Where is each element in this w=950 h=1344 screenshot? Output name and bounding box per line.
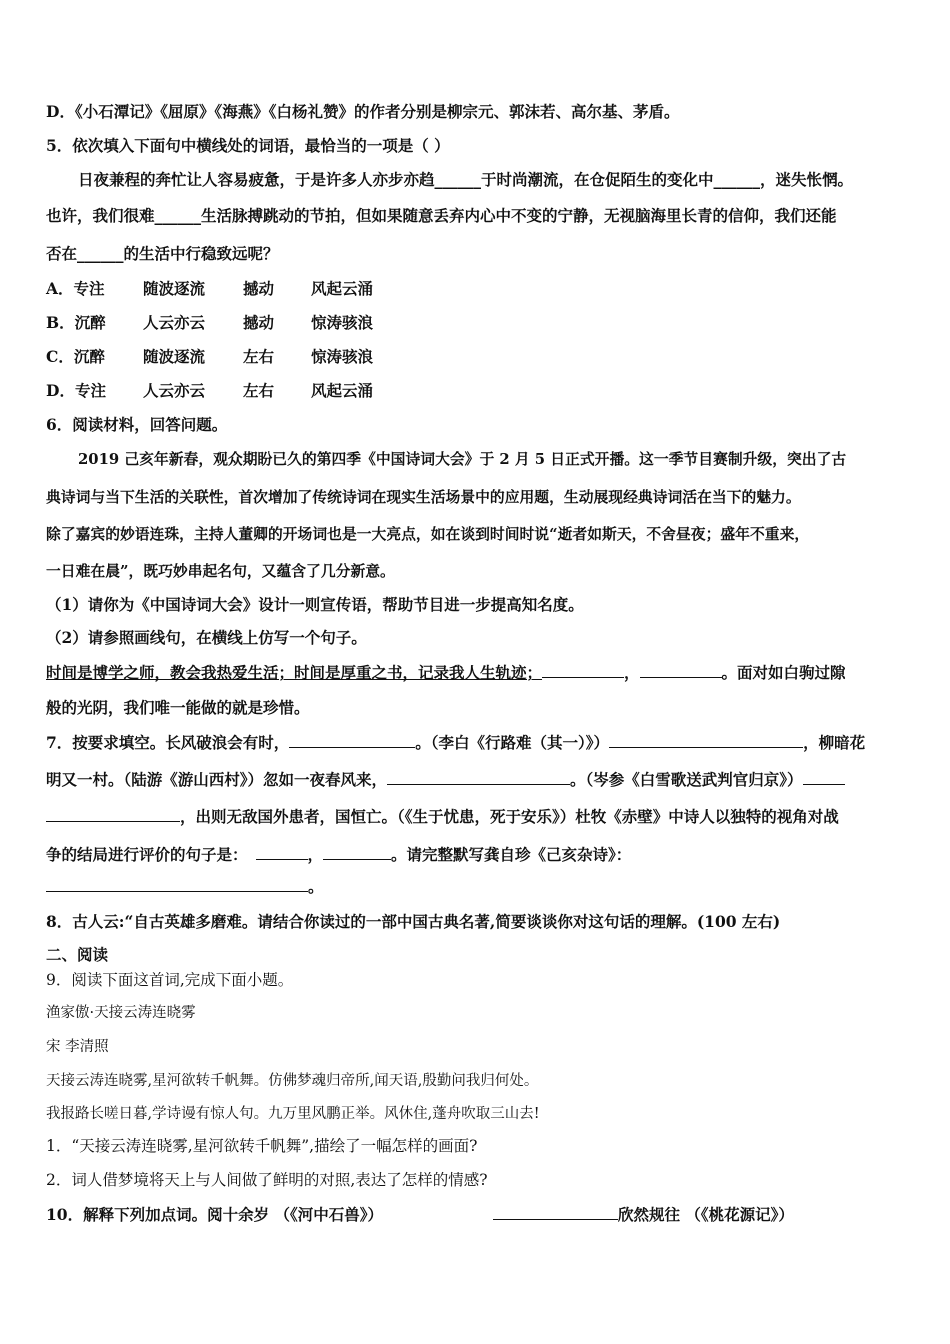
q7-text: 。（李白《行路难（其一）》）: [415, 733, 610, 752]
answer-blank[interactable]: [46, 876, 308, 892]
imitation-tail: 。面对如白驹过隙: [721, 663, 846, 682]
q4-option-d: D．《小石潭记》《屈原》《海燕》《白杨礼赞》的作者分别是柳宗元、郭沫若、高尔基、茅盾。: [46, 102, 680, 121]
answer-blank[interactable]: [256, 844, 308, 860]
q10-item: 10．解释下列加点词。阅十余岁 （《河中石兽》）: [46, 1205, 383, 1224]
q5-stem: 5．依次填入下面句中横线处的词语，最恰当的一项是（ ）: [46, 136, 450, 155]
q6-material-line: 除了嘉宾的妙语连珠，主持人董卿的开场词也是一大亮点，如在谈到时间时说“逝者如斯天，不舍昼夜；盛年不重来，: [46, 526, 810, 543]
q7-text: 7．按要求填空。长风破浪会有时，: [46, 733, 290, 752]
q7-text: 争的结局进行评价的句子是：: [46, 845, 248, 864]
q5-option-b: [46, 313, 910, 333]
option-word: 随波逐流: [143, 347, 206, 366]
option-word: 撼动: [243, 279, 275, 298]
q6-imitation-line: [46, 662, 910, 683]
q7-text: 。（岑参《白雪歌送武判官归京》）: [570, 770, 803, 789]
q5-para-line: 否在______的生活中行稳致远呢？: [46, 244, 279, 263]
poem-title: 渔家傲·天接云涛连晓雾: [46, 1005, 196, 1021]
q6-material-line: 一日难在晨”，既巧妙串起名句，又蕴含了几分新意。: [46, 563, 395, 580]
answer-blank[interactable]: [640, 662, 722, 678]
answer-blank[interactable]: [289, 732, 415, 748]
option-word: 人云亦云: [143, 381, 206, 400]
q8: 8．古人云:“自古英雄多磨难。请结合你读过的一部中国古典名著,简要谈谈你对这句话的理解。(100 左右): [46, 912, 781, 931]
q6-material-line: 典诗词与当下生活的关联性，首次增加了传统诗词在现实生活场景中的应用题，生动展现经典诗词活在当下的魅力。: [46, 489, 801, 506]
q7-text: 。请完整默写龚自珍《己亥杂诗》：: [391, 845, 632, 864]
q5-option-c: [46, 347, 910, 367]
option-word: 风起云涌: [311, 279, 374, 298]
q7-text: 。: [308, 877, 324, 896]
q9-stem: 9．阅读下面这首词,完成下面小题。: [46, 971, 294, 989]
q7-text: ，: [307, 845, 324, 864]
q7-line: [46, 732, 910, 753]
q7-text: 明又一村。（陆游《游山西村》）忽如一夜春风来，: [46, 770, 388, 789]
option-word: 随波逐流: [143, 279, 206, 298]
q6-imitation-line2: 般的光阴，我们唯一能做的就是珍惜。: [46, 698, 310, 717]
q6-stem: 6．阅读材料，回答问题。: [46, 415, 228, 434]
q7-text: ，柳暗花: [803, 733, 866, 752]
q6-sub2: （2）请参照画线句，在横线上仿写一个句子。: [46, 628, 367, 647]
q9-sub1: 1．“天接云涛连晓雾,星河欲转千帆舞”,描绘了一幅怎样的画面?: [46, 1137, 478, 1155]
poem-line: 我报路长嗟日暮,学诗谩有惊人句。九万里风鹏正举。风休住,蓬舟吹取三山去!: [46, 1106, 540, 1122]
option-word: 左右: [243, 381, 275, 400]
poem-author: 宋 李清照: [46, 1039, 109, 1055]
comma: ，: [624, 663, 640, 682]
q6-material-line: 2019 己亥年新春，观众期盼已久的第四季《中国诗词大会》于 2 月 5 日正式开播。这一季节目赛制升级，突出了古: [78, 451, 847, 468]
answer-blank[interactable]: [803, 769, 845, 785]
option-word: 惊涛骇浪: [311, 347, 374, 366]
option-word: 左右: [243, 347, 275, 366]
q7-line: [46, 876, 910, 897]
q5-option-d: [46, 381, 910, 401]
option-label: C．沉醉: [46, 347, 105, 366]
q7-text: ，出则无敌国外患者，国恒亡。（《生于忧患，死于安乐》）杜牧《赤壁》中诗人以独特的视角对战: [180, 807, 839, 826]
answer-blank[interactable]: [46, 806, 180, 822]
q7-line: [46, 844, 910, 865]
option-label: B．沉醉: [46, 313, 106, 332]
answer-blank[interactable]: [387, 769, 570, 785]
option-label: A．专注: [46, 279, 105, 298]
q5-para-line: 也许，我们很难______生活脉搏跳动的节拍，但如果随意丢弃内心中不变的宁静，无视脑海里长青的信仰，我们还能: [46, 206, 837, 225]
answer-blank[interactable]: [323, 844, 391, 860]
q5-para-line: 日夜兼程的奔忙让人容易疲惫，于是许多人亦步亦趋______于时尚潮流，在仓促陌生的变化中______，迷失怅惘。: [78, 170, 854, 189]
answer-blank[interactable]: [493, 1204, 618, 1220]
option-word: 风起云涌: [311, 381, 374, 400]
option-label: D．专注: [46, 381, 106, 400]
section-heading: 二、阅读: [46, 945, 109, 964]
underlined-sentence: 时间是博学之师，教会我热爱生活；时间是厚重之书，记录我人生轨迹；: [46, 663, 543, 682]
q9-sub2: 2．词人借梦境将天上与人间做了鲜明的对照,表达了怎样的情感?: [46, 1171, 488, 1189]
q7-line: [46, 806, 910, 827]
answer-blank[interactable]: [609, 732, 803, 748]
option-word: 人云亦云: [143, 313, 206, 332]
option-word: 惊涛骇浪: [311, 313, 374, 332]
q5-option-a: [46, 279, 910, 299]
option-word: 撼动: [243, 313, 275, 332]
q7-line: [46, 769, 910, 790]
poem-line: 天接云涛连晓雾,星河欲转千帆舞。仿佛梦魂归帝所,闻天语,殷勤问我归何处。: [46, 1073, 539, 1089]
q10-line: [46, 1204, 910, 1225]
q10-item: 欣然规往 （《桃花源记》）: [617, 1205, 794, 1224]
q6-sub1: （1）请你为《中国诗词大会》设计一则宣传语，帮助节目进一步提高知名度。: [46, 595, 584, 614]
answer-blank[interactable]: [542, 662, 624, 678]
